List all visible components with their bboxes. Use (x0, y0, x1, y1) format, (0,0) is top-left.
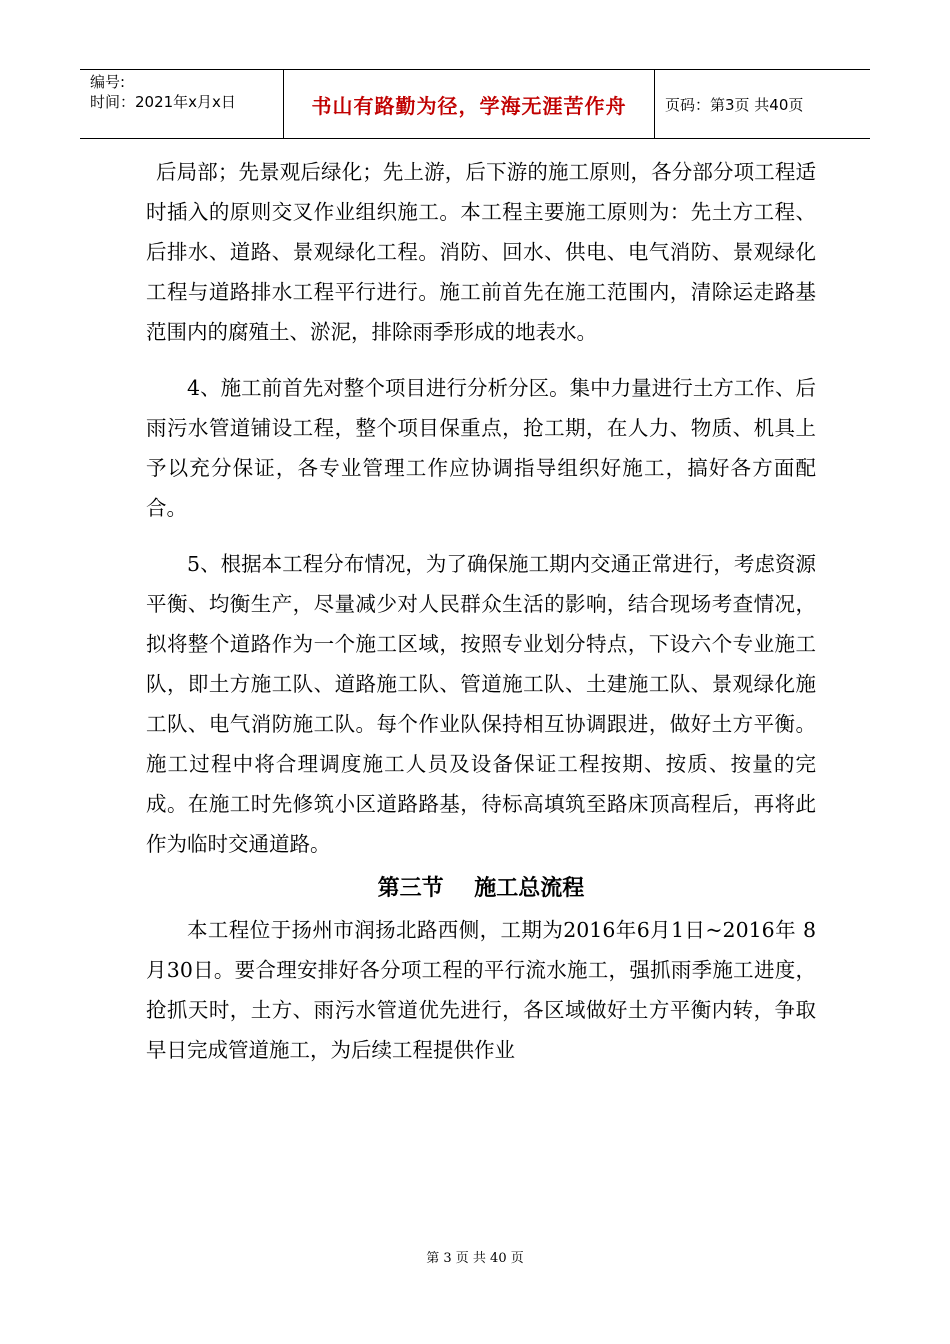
footer-page-number: 第 3 页 共 40 页 (426, 1251, 524, 1266)
paragraph-1: 后局部；先景观后绿化；先上游，后下游的施工原则，各分部分项工程适时插入的原则交叉作业组织施工。本工程主要施工原则为：先土方工程、后排水、道路、景观绿化工程。消防、回水、供电、电气消防、景观绿化工程与道路排水工程平行进行。施工前首先在施工范围内，清除运走路基范围内的腐殖土、淤泥，排除雨季形成的地表水。 (146, 160, 816, 344)
document-header (80, 69, 870, 139)
paragraph-4: 本工程位于扬州市润扬北路西侧，工期为2016年6月1日~2016年 8月30日。要合理安排好各分项工程的平行流水施工，强抓雨季施工进度，抢抓天时，土方、雨污水管道优先进行，各区域做好土方平衡内转，争取早日完成管道施工，为后续工程提供作业 (146, 918, 816, 1062)
header-motto: 书山有路勤为径，学海无涯苦作舟 (284, 70, 655, 138)
paragraph-3: 5、根据本工程分布情况，为了确保施工期内交通正常进行，考虑资源平衡、均衡生产，尽量减少对人民群众生活的影响，结合现场考查情况，拟将整个道路作为一个施工区域，按照专业划分特点，下设六个专业施工队，即土方施工队、道路施工队、管道施工队、土建施工队、景观绿化施工队、电气消防施工队。每个作业队保持相互协调跟进，做好土方平衡。施工过程中将合理调度施工人员及设备保证工程按期、按质、按量的完成。在施工时先修筑小区道路路基，待标高填筑至路床顶高程后，再将此作为临时交通道路。 (146, 552, 816, 856)
header-meta (80, 70, 284, 138)
paragraph-2: 4、施工前首先对整个项目进行分析分区。集中力量进行土方工作、后雨污水管道铺设工程，整个项目保重点，抢工期，在人力、物质、机具上予以充分保证，各专业管理工作应协调指导组织好施工，搞好各方面配合。 (146, 376, 816, 520)
header-number-label: 编号: (90, 73, 126, 91)
header-time-label: 时间：2021年x月x日 (90, 93, 236, 111)
document-body (146, 152, 816, 1070)
header-page-label: 页码：第3页 共40页 (665, 95, 804, 114)
section-title: 第三节 施工总流程 (377, 876, 585, 901)
